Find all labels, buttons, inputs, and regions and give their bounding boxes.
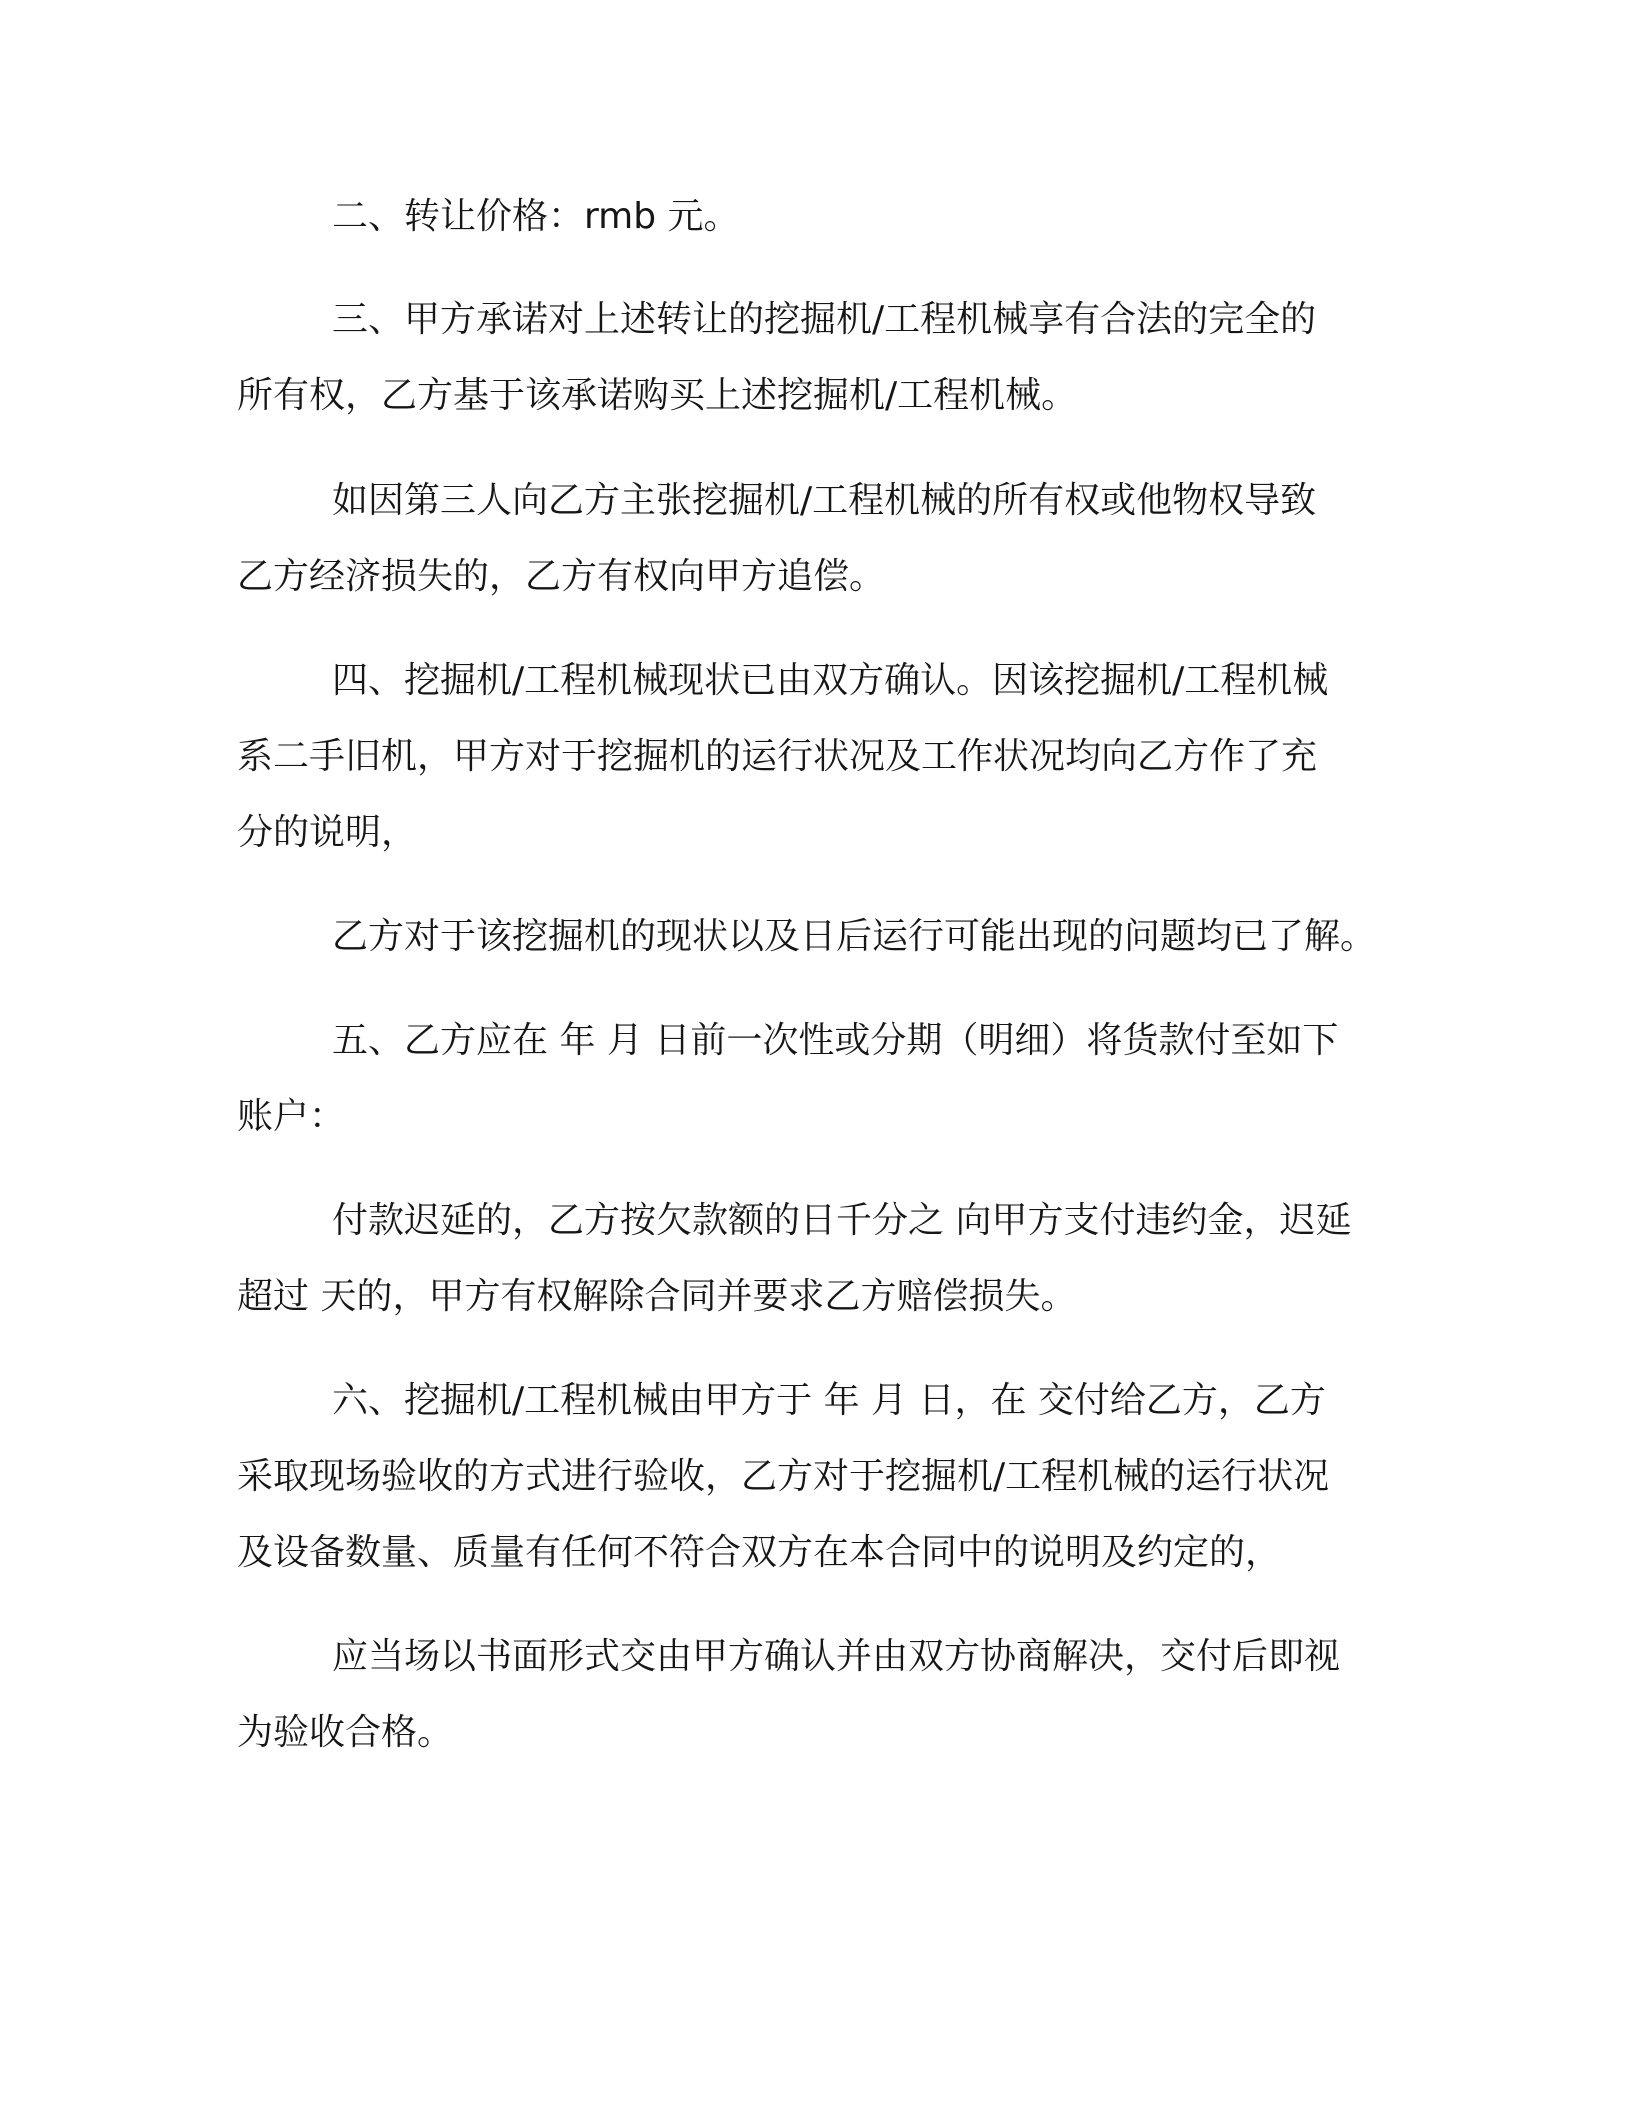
clause-6-para-2-line-1: 应当场以书面形式交由甲方确认并由双方协商解决，交付后即视 bbox=[332, 1636, 1341, 1677]
clause-5-para-2-line-2: 超过 天的，甲方有权解除合同并要求乙方赔偿损失。 bbox=[237, 1276, 1077, 1317]
clause-4-line-1: 四、挖掘机/工程机械现状已由双方确认。因该挖掘机/工程机械 bbox=[332, 660, 1329, 701]
clause-4-para-2: 乙方对于该挖掘机的现状以及日后运行可能出现的问题均已了解。 bbox=[332, 916, 1377, 957]
clause-5-line-2: 账户： bbox=[237, 1096, 346, 1137]
clause-3-line-2: 所有权，乙方基于该承诺购买上述挖掘机/工程机械。 bbox=[237, 375, 1078, 416]
clause-6-line-1: 六、挖掘机/工程机械由甲方于 年 月 日，在 交付给乙方，乙方 bbox=[332, 1380, 1326, 1421]
clause-5-para-2-line-1: 付款迟延的，乙方按欠款额的日千分之 向甲方支付违约金，迟延 bbox=[332, 1200, 1352, 1241]
clause-6-line-3: 及设备数量、质量有任何不符合双方在本合同中的说明及约定的， bbox=[237, 1532, 1282, 1573]
clause-5-line-1: 五、乙方应在 年 月 日前一次性或分期（明细）将货款付至如下 bbox=[332, 1020, 1339, 1061]
clause-4-line-2: 系二手旧机，甲方对于挖掘机的运行状况及工作状况均向乙方作了充 bbox=[237, 736, 1318, 777]
clause-2-price: 二、转让价格：rmb 元。 bbox=[332, 196, 740, 237]
clause-3-para-2-line-1: 如因第三人向乙方主张挖掘机/工程机械的所有权或他物权导致 bbox=[332, 480, 1317, 521]
clause-4-line-3: 分的说明， bbox=[237, 812, 418, 853]
clause-6-para-2-line-2: 为验收合格。 bbox=[237, 1712, 454, 1753]
clause-3-line-1: 三、甲方承诺对上述转让的挖掘机/工程机械享有合法的完全的 bbox=[332, 299, 1317, 340]
clause-3-para-2-line-2: 乙方经济损失的，乙方有权向甲方追偿。 bbox=[237, 556, 886, 597]
clause-6-line-2: 采取现场验收的方式进行验收，乙方对于挖掘机/工程机械的运行状况 bbox=[237, 1456, 1330, 1497]
